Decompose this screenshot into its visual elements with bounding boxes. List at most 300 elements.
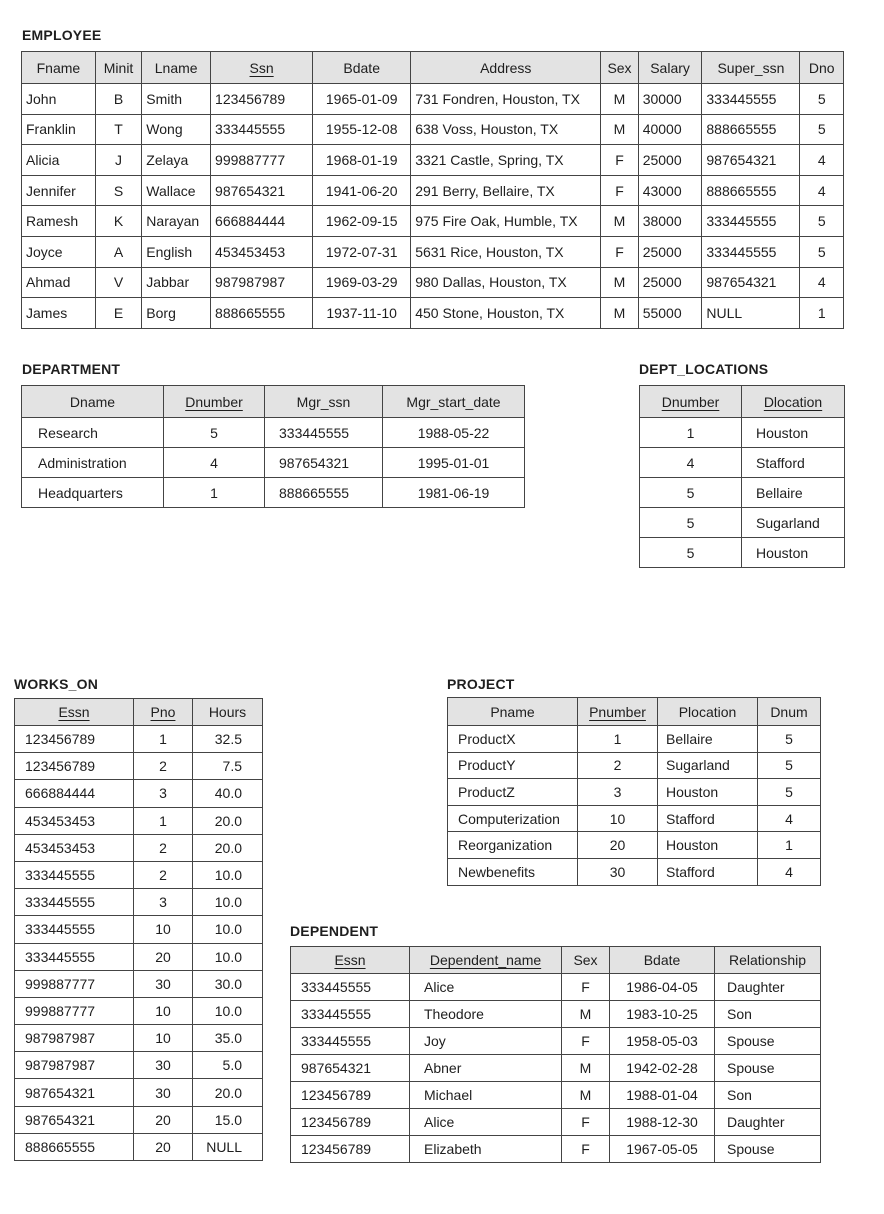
header-row — [640, 386, 845, 418]
cell-dependent-name: Theodore — [410, 1001, 562, 1028]
column-header-essn: Essn — [15, 699, 134, 726]
cell-relationship: Spouse — [715, 1055, 821, 1082]
cell-dnumber: 5 — [164, 418, 265, 448]
cell-pno: 2 — [134, 753, 193, 780]
table-row — [640, 418, 845, 448]
cell-minit: E — [95, 298, 142, 329]
cell-lname: Wallace — [142, 175, 211, 206]
cell-dnumber: 5 — [640, 538, 742, 568]
cell-pno: 20 — [134, 1133, 193, 1160]
cell-dlocation: Sugarland — [742, 508, 845, 538]
cell-super-ssn: 987654321 — [702, 145, 800, 176]
cell-lname: Borg — [142, 298, 211, 329]
employee-table — [21, 51, 844, 329]
column-header-super-ssn: Super_ssn — [702, 52, 800, 84]
cell-relationship: Spouse — [715, 1028, 821, 1055]
cell-salary: 38000 — [638, 206, 702, 237]
cell-plocation: Houston — [658, 779, 758, 806]
cell-relationship: Daughter — [715, 1109, 821, 1136]
cell-essn: 987654321 — [15, 1106, 134, 1133]
table-row — [22, 298, 844, 329]
table-row — [15, 970, 263, 997]
column-header-plocation: Plocation — [658, 698, 758, 726]
cell-sex: M — [601, 206, 638, 237]
cell-dno: 1 — [800, 298, 844, 329]
table-row — [291, 1136, 821, 1163]
cell-hours: 20.0 — [193, 807, 263, 834]
column-header-mgr-start-date: Mgr_start_date — [383, 386, 525, 418]
cell-hours: 20.0 — [193, 1079, 263, 1106]
column-header-sex: Sex — [562, 947, 610, 974]
column-header-address: Address — [411, 52, 601, 84]
cell-hours: 7.5 — [193, 753, 263, 780]
cell-pno: 10 — [134, 916, 193, 943]
column-header-dno: Dno — [800, 52, 844, 84]
cell-relationship: Daughter — [715, 974, 821, 1001]
cell-salary: 30000 — [638, 84, 702, 115]
column-header-minit: Minit — [95, 52, 142, 84]
cell-plocation: Stafford — [658, 805, 758, 832]
column-header-bdate: Bdate — [313, 52, 411, 84]
cell-dname: Administration — [22, 448, 164, 478]
dept-locations-title: DEPT_LOCATIONS — [639, 361, 769, 377]
cell-dnumber: 5 — [640, 478, 742, 508]
cell-ssn: 333445555 — [211, 114, 313, 145]
cell-sex: F — [601, 175, 638, 206]
table-row — [448, 779, 821, 806]
cell-essn: 987654321 — [15, 1079, 134, 1106]
cell-pno: 20 — [134, 1106, 193, 1133]
cell-salary: 25000 — [638, 236, 702, 267]
cell-fname: Ramesh — [22, 206, 96, 237]
table-row — [22, 418, 525, 448]
cell-dlocation: Houston — [742, 538, 845, 568]
cell-bdate: 1983-10-25 — [610, 1001, 715, 1028]
cell-lname: Zelaya — [142, 145, 211, 176]
cell-pno: 30 — [134, 970, 193, 997]
table-row — [15, 807, 263, 834]
cell-address: 638 Voss, Houston, TX — [411, 114, 601, 145]
cell-dno: 5 — [800, 114, 844, 145]
cell-dependent-name: Elizabeth — [410, 1136, 562, 1163]
cell-pname: Reorganization — [448, 832, 578, 859]
cell-essn: 123456789 — [291, 1136, 410, 1163]
cell-minit: J — [95, 145, 142, 176]
cell-hours: 5.0 — [193, 1052, 263, 1079]
header-row — [22, 386, 525, 418]
cell-plocation: Houston — [658, 832, 758, 859]
cell-pnumber: 1 — [578, 726, 658, 753]
cell-sex: F — [562, 1109, 610, 1136]
cell-bdate: 1955-12-08 — [313, 114, 411, 145]
table-row — [22, 267, 844, 298]
cell-bdate: 1942-02-28 — [610, 1055, 715, 1082]
cell-minit: S — [95, 175, 142, 206]
table-row — [15, 834, 263, 861]
table-row — [291, 974, 821, 1001]
cell-dno: 5 — [800, 236, 844, 267]
project-table — [447, 697, 821, 886]
cell-essn: 666884444 — [15, 780, 134, 807]
cell-sex: M — [601, 84, 638, 115]
cell-dependent-name: Abner — [410, 1055, 562, 1082]
cell-salary: 25000 — [638, 267, 702, 298]
cell-dnumber: 4 — [164, 448, 265, 478]
header-row — [22, 52, 844, 84]
cell-dnum: 4 — [758, 858, 821, 885]
cell-dno: 4 — [800, 145, 844, 176]
column-header-dlocation: Dlocation — [742, 386, 845, 418]
cell-salary: 55000 — [638, 298, 702, 329]
cell-essn: 123456789 — [15, 753, 134, 780]
cell-plocation: Sugarland — [658, 752, 758, 779]
cell-dlocation: Bellaire — [742, 478, 845, 508]
cell-pnumber: 3 — [578, 779, 658, 806]
cell-dno: 5 — [800, 84, 844, 115]
table-row — [448, 832, 821, 859]
table-row — [291, 1001, 821, 1028]
cell-super-ssn: 333445555 — [702, 84, 800, 115]
cell-lname: English — [142, 236, 211, 267]
cell-super-ssn: 888665555 — [702, 175, 800, 206]
cell-pno: 1 — [134, 807, 193, 834]
column-header-dnum: Dnum — [758, 698, 821, 726]
cell-dnum: 5 — [758, 726, 821, 753]
cell-essn: 333445555 — [291, 1001, 410, 1028]
column-header-dname: Dname — [22, 386, 164, 418]
cell-sex: M — [562, 1055, 610, 1082]
cell-dependent-name: Joy — [410, 1028, 562, 1055]
cell-ssn: 453453453 — [211, 236, 313, 267]
cell-hours: 35.0 — [193, 1025, 263, 1052]
cell-hours: 30.0 — [193, 970, 263, 997]
column-header-pnumber: Pnumber — [578, 698, 658, 726]
cell-hours: 10.0 — [193, 861, 263, 888]
cell-pnumber: 30 — [578, 858, 658, 885]
cell-fname: James — [22, 298, 96, 329]
cell-essn: 333445555 — [291, 1028, 410, 1055]
cell-dependent-name: Alice — [410, 1109, 562, 1136]
column-header-salary: Salary — [638, 52, 702, 84]
cell-bdate: 1941-06-20 — [313, 175, 411, 206]
cell-pno: 30 — [134, 1079, 193, 1106]
cell-sex: M — [562, 1001, 610, 1028]
cell-pno: 2 — [134, 861, 193, 888]
department-title: DEPARTMENT — [22, 361, 121, 377]
cell-pname: ProductZ — [448, 779, 578, 806]
cell-ssn: 987987987 — [211, 267, 313, 298]
cell-dependent-name: Michael — [410, 1082, 562, 1109]
cell-hours: 10.0 — [193, 997, 263, 1024]
cell-fname: Franklin — [22, 114, 96, 145]
cell-address: 731 Fondren, Houston, TX — [411, 84, 601, 115]
cell-dependent-name: Alice — [410, 974, 562, 1001]
column-header-essn: Essn — [291, 947, 410, 974]
cell-essn: 123456789 — [291, 1082, 410, 1109]
column-header-pno: Pno — [134, 699, 193, 726]
cell-pno: 30 — [134, 1052, 193, 1079]
cell-essn: 123456789 — [291, 1109, 410, 1136]
cell-bdate: 1962-09-15 — [313, 206, 411, 237]
cell-lname: Wong — [142, 114, 211, 145]
cell-mgr-ssn: 888665555 — [265, 478, 383, 508]
cell-super-ssn: 987654321 — [702, 267, 800, 298]
dependent-table — [290, 946, 821, 1163]
table-row — [291, 1109, 821, 1136]
cell-minit: K — [95, 206, 142, 237]
cell-bdate: 1986-04-05 — [610, 974, 715, 1001]
cell-fname: Jennifer — [22, 175, 96, 206]
employee-title: EMPLOYEE — [22, 27, 102, 43]
column-header-fname: Fname — [22, 52, 96, 84]
cell-lname: Narayan — [142, 206, 211, 237]
table-row — [448, 726, 821, 753]
cell-salary: 25000 — [638, 145, 702, 176]
cell-bdate: 1988-01-04 — [610, 1082, 715, 1109]
cell-sex: F — [601, 236, 638, 267]
cell-hours: 10.0 — [193, 889, 263, 916]
cell-salary: 43000 — [638, 175, 702, 206]
header-row — [448, 698, 821, 726]
column-header-hours: Hours — [193, 699, 263, 726]
cell-pno: 3 — [134, 889, 193, 916]
cell-pnumber: 10 — [578, 805, 658, 832]
cell-pno: 3 — [134, 780, 193, 807]
cell-lname: Jabbar — [142, 267, 211, 298]
column-header-bdate: Bdate — [610, 947, 715, 974]
works-on-table — [14, 698, 263, 1161]
cell-essn: 987987987 — [15, 1052, 134, 1079]
cell-bdate: 1967-05-05 — [610, 1136, 715, 1163]
cell-essn: 987987987 — [15, 1025, 134, 1052]
cell-hours: 10.0 — [193, 916, 263, 943]
table-row — [22, 175, 844, 206]
cell-dno: 4 — [800, 267, 844, 298]
cell-sex: M — [601, 267, 638, 298]
cell-pno: 10 — [134, 997, 193, 1024]
cell-ssn: 999887777 — [211, 145, 313, 176]
cell-fname: Ahmad — [22, 267, 96, 298]
table-row — [291, 1082, 821, 1109]
dependent-title: DEPENDENT — [290, 923, 379, 939]
cell-address: 980 Dallas, Houston, TX — [411, 267, 601, 298]
table-row — [640, 448, 845, 478]
cell-dname: Research — [22, 418, 164, 448]
cell-relationship: Son — [715, 1001, 821, 1028]
cell-address: 5631 Rice, Houston, TX — [411, 236, 601, 267]
cell-relationship: Son — [715, 1082, 821, 1109]
cell-bdate: 1969-03-29 — [313, 267, 411, 298]
cell-hours: 10.0 — [193, 943, 263, 970]
cell-essn: 999887777 — [15, 970, 134, 997]
table-row — [22, 84, 844, 115]
cell-essn: 333445555 — [15, 943, 134, 970]
cell-address: 975 Fire Oak, Humble, TX — [411, 206, 601, 237]
table-row — [22, 114, 844, 145]
cell-mgr-start-date: 1995-01-01 — [383, 448, 525, 478]
table-row — [22, 206, 844, 237]
table-row — [640, 508, 845, 538]
cell-address: 450 Stone, Houston, TX — [411, 298, 601, 329]
table-row — [15, 916, 263, 943]
cell-minit: V — [95, 267, 142, 298]
cell-sex: M — [562, 1082, 610, 1109]
cell-pno: 20 — [134, 943, 193, 970]
dept-locations-table — [639, 385, 845, 568]
cell-dlocation: Houston — [742, 418, 845, 448]
cell-ssn: 123456789 — [211, 84, 313, 115]
table-row — [640, 478, 845, 508]
cell-mgr-ssn: 333445555 — [265, 418, 383, 448]
cell-plocation: Stafford — [658, 858, 758, 885]
cell-essn: 333445555 — [15, 889, 134, 916]
cell-hours: 40.0 — [193, 780, 263, 807]
cell-essn: 888665555 — [15, 1133, 134, 1160]
cell-essn: 333445555 — [15, 916, 134, 943]
cell-ssn: 666884444 — [211, 206, 313, 237]
cell-bdate: 1972-07-31 — [313, 236, 411, 267]
cell-mgr-start-date: 1981-06-19 — [383, 478, 525, 508]
column-header-dependent-name: Dependent_name — [410, 947, 562, 974]
cell-bdate: 1968-01-19 — [313, 145, 411, 176]
cell-pno: 1 — [134, 726, 193, 753]
cell-pname: Newbenefits — [448, 858, 578, 885]
table-row — [448, 805, 821, 832]
cell-pname: ProductX — [448, 726, 578, 753]
cell-relationship: Spouse — [715, 1136, 821, 1163]
table-row — [448, 858, 821, 885]
cell-pnumber: 20 — [578, 832, 658, 859]
cell-mgr-ssn: 987654321 — [265, 448, 383, 478]
column-header-ssn: Ssn — [211, 52, 313, 84]
cell-dnumber: 4 — [640, 448, 742, 478]
cell-essn: 123456789 — [15, 726, 134, 753]
cell-sex: F — [562, 974, 610, 1001]
cell-sex: F — [601, 145, 638, 176]
table-row — [15, 753, 263, 780]
cell-dno: 5 — [800, 206, 844, 237]
table-row — [22, 145, 844, 176]
column-header-dnumber: Dnumber — [164, 386, 265, 418]
cell-dnum: 4 — [758, 805, 821, 832]
cell-hours: 32.5 — [193, 726, 263, 753]
cell-dno: 4 — [800, 175, 844, 206]
table-row — [22, 236, 844, 267]
column-header-dnumber: Dnumber — [640, 386, 742, 418]
cell-dnum: 5 — [758, 779, 821, 806]
table-row — [15, 780, 263, 807]
cell-bdate: 1965-01-09 — [313, 84, 411, 115]
table-row — [15, 997, 263, 1024]
cell-dnum: 1 — [758, 832, 821, 859]
column-header-relationship: Relationship — [715, 947, 821, 974]
cell-sex: F — [562, 1136, 610, 1163]
project-title: PROJECT — [447, 676, 515, 692]
cell-minit: A — [95, 236, 142, 267]
cell-hours: 15.0 — [193, 1106, 263, 1133]
cell-essn: 999887777 — [15, 997, 134, 1024]
table-row — [291, 1055, 821, 1082]
cell-pno: 2 — [134, 834, 193, 861]
cell-sex: F — [562, 1028, 610, 1055]
column-header-sex: Sex — [601, 52, 638, 84]
column-header-pname: Pname — [448, 698, 578, 726]
cell-minit: B — [95, 84, 142, 115]
cell-super-ssn: 888665555 — [702, 114, 800, 145]
cell-dnumber: 5 — [640, 508, 742, 538]
cell-super-ssn: NULL — [702, 298, 800, 329]
table-row — [22, 448, 525, 478]
table-row — [448, 752, 821, 779]
table-row — [22, 478, 525, 508]
cell-bdate: 1937-11-10 — [313, 298, 411, 329]
cell-essn: 987654321 — [291, 1055, 410, 1082]
cell-hours: 20.0 — [193, 834, 263, 861]
cell-address: 291 Berry, Bellaire, TX — [411, 175, 601, 206]
cell-super-ssn: 333445555 — [702, 206, 800, 237]
cell-sex: M — [601, 298, 638, 329]
cell-dnumber: 1 — [164, 478, 265, 508]
table-row — [15, 889, 263, 916]
cell-essn: 333445555 — [15, 861, 134, 888]
table-row — [640, 538, 845, 568]
table-row — [15, 861, 263, 888]
header-row — [15, 699, 263, 726]
cell-pno: 10 — [134, 1025, 193, 1052]
table-row — [15, 1079, 263, 1106]
cell-dlocation: Stafford — [742, 448, 845, 478]
works-on-title: WORKS_ON — [14, 676, 99, 692]
cell-address: 3321 Castle, Spring, TX — [411, 145, 601, 176]
table-row — [15, 1106, 263, 1133]
cell-sex: M — [601, 114, 638, 145]
table-row — [15, 943, 263, 970]
table-row — [15, 1052, 263, 1079]
header-row — [291, 947, 821, 974]
cell-bdate: 1988-12-30 — [610, 1109, 715, 1136]
cell-dnumber: 1 — [640, 418, 742, 448]
cell-minit: T — [95, 114, 142, 145]
cell-lname: Smith — [142, 84, 211, 115]
cell-hours: NULL — [193, 1133, 263, 1160]
department-table — [21, 385, 525, 508]
column-header-lname: Lname — [142, 52, 211, 84]
cell-plocation: Bellaire — [658, 726, 758, 753]
table-row — [15, 1025, 263, 1052]
cell-pname: Computerization — [448, 805, 578, 832]
cell-ssn: 987654321 — [211, 175, 313, 206]
cell-essn: 453453453 — [15, 807, 134, 834]
column-header-mgr-ssn: Mgr_ssn — [265, 386, 383, 418]
table-row — [15, 726, 263, 753]
cell-pname: ProductY — [448, 752, 578, 779]
cell-super-ssn: 333445555 — [702, 236, 800, 267]
cell-essn: 333445555 — [291, 974, 410, 1001]
table-row — [15, 1133, 263, 1160]
cell-dname: Headquarters — [22, 478, 164, 508]
cell-pnumber: 2 — [578, 752, 658, 779]
cell-ssn: 888665555 — [211, 298, 313, 329]
cell-essn: 453453453 — [15, 834, 134, 861]
cell-fname: John — [22, 84, 96, 115]
cell-fname: Joyce — [22, 236, 96, 267]
cell-mgr-start-date: 1988-05-22 — [383, 418, 525, 448]
table-row — [291, 1028, 821, 1055]
cell-fname: Alicia — [22, 145, 96, 176]
cell-salary: 40000 — [638, 114, 702, 145]
cell-dnum: 5 — [758, 752, 821, 779]
cell-bdate: 1958-05-03 — [610, 1028, 715, 1055]
